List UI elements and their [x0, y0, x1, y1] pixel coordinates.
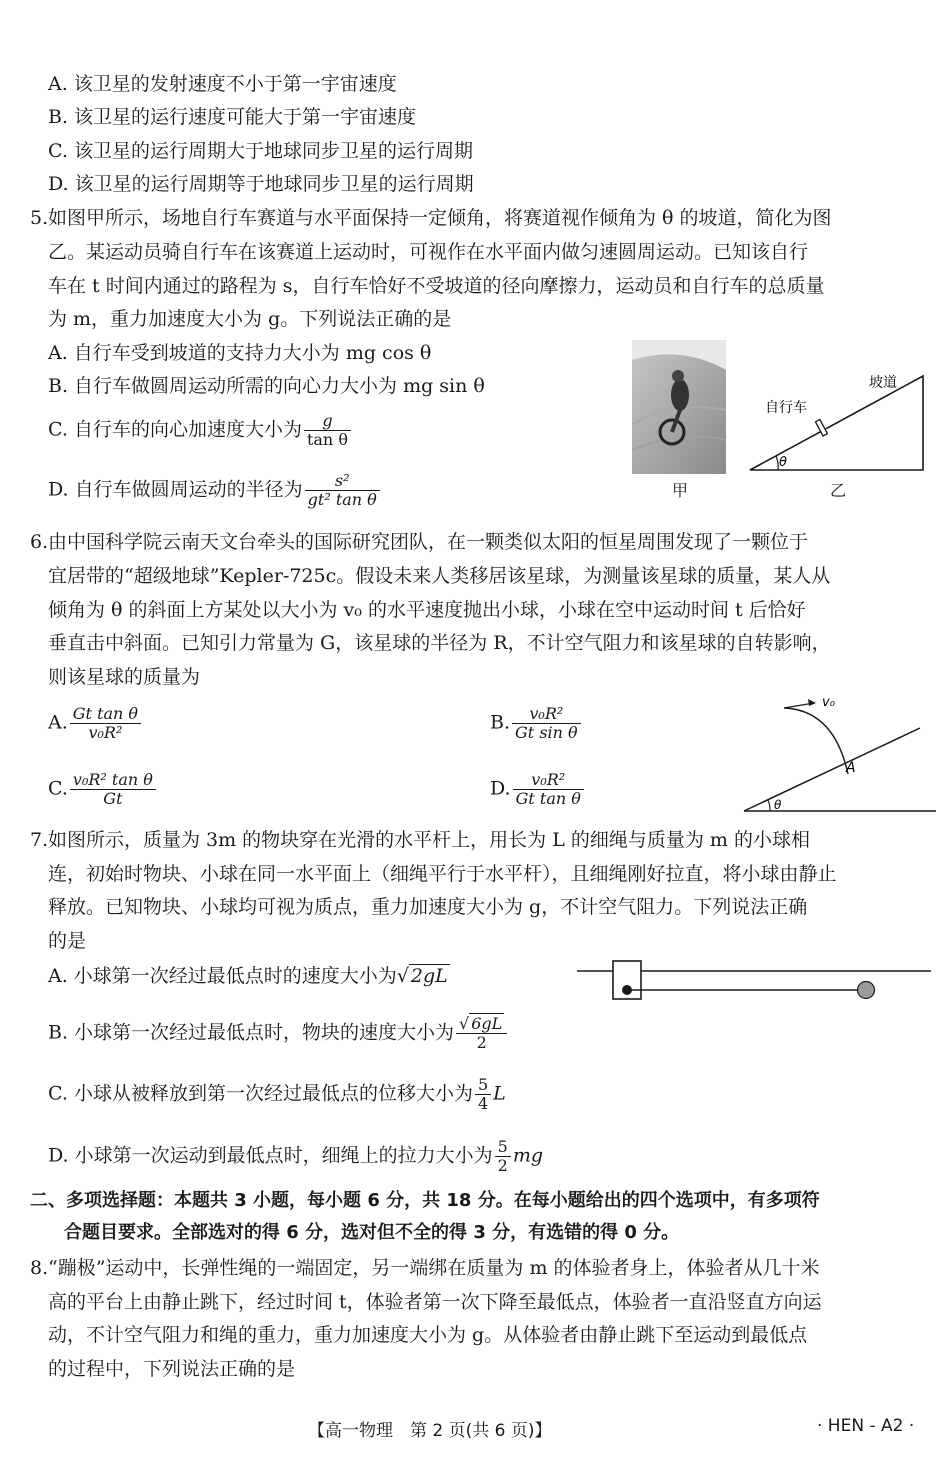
- q6-fig-v0: v₀: [822, 695, 835, 710]
- q7-stem-line-4: 的是: [48, 930, 87, 952]
- page-footer-code: · HEN - A2 ·: [817, 1416, 915, 1436]
- q7-stem-line-2: 连，初始时物块、小球在同一水平面上（细绳平行于水平杆），且细绳刚好拉直，将小球由静止: [48, 863, 837, 885]
- q7-option-a: A. 小球第一次经过最低点时的速度大小为√ 2gL: [48, 965, 448, 987]
- q5-option-c: C. 自行车的向心加速度大小为 $\frac{g}{\text{tan θ}}$: [48, 412, 353, 449]
- q6-number: 6.: [30, 531, 49, 553]
- q4-option-c: C. 该卫星的运行周期大于地球同步卫星的运行周期: [48, 140, 473, 162]
- q6-stem-line-3: 倾角为 θ 的斜面上方某处以大小为 v₀ 的水平速度抛出小球，小球在空中运动时间 t 后恰好: [48, 599, 806, 621]
- q5-d-fraction: $\frac{\text{s²}}{\text{gt² tan θ}}$: [305, 472, 380, 509]
- q8-stem-line-4: 的过程中，下列说法正确的是: [48, 1358, 296, 1380]
- q6-figure-incline: [740, 690, 940, 816]
- section2-heading-line-2: 合题目要求。全部选对的得 6 分，选对但不全的得 3 分，有选错的得 0 分。: [64, 1222, 680, 1243]
- q5-stem-line-1: 5.如图甲所示，场地自行车赛道与水平面保持一定倾角，将赛道视作倾角为 θ 的坡道，简化为图: [30, 204, 832, 232]
- q6-option-b: B. $\frac{\text{v₀R²}}{\text{Gt sin θ}}$: [490, 705, 583, 742]
- q5-figure-slope: [745, 362, 935, 477]
- q7-figure-block-ball: [575, 955, 935, 1005]
- q7-stem-line-3: 释放。已知物块、小球均可视为质点，重力加速度大小为 g，不计空气阻力。下列说法正确: [48, 896, 808, 918]
- q8-stem-line-1: 8.“蹦极”运动中，长弹性绳的一端固定，另一端绑在质量为 m 的体验者身上，体验者从几十米: [30, 1254, 820, 1282]
- q5-fig-bike-label: 自行车: [765, 400, 807, 416]
- q7-ball: [858, 982, 875, 999]
- q4-option-d: D. 该卫星的运行周期等于地球同步卫星的运行周期: [48, 173, 474, 195]
- q5-c-fraction: $\frac{g}{\text{tan θ}}$: [304, 412, 351, 449]
- q5-fig-theta: θ: [779, 455, 787, 470]
- q6-stem-line-5: 则该星球的质量为: [48, 666, 201, 688]
- q6-stem-line-4: 垂直击中斜面。已知引力常量为 G，该星球的半径为 R，不计空气阻力和该星球的自转影响，: [48, 632, 831, 654]
- q4-option-b: B. 该卫星的运行速度可能大于第一宇宙速度: [48, 106, 417, 128]
- q5-fig-slope-label: 坡道: [869, 375, 897, 391]
- section2-heading-line-1: 二、多项选择题：本题共 3 小题，每小题 6 分，共 18 分。在每小题给出的四个选项中，有多项符: [30, 1190, 820, 1211]
- q7-option-d: D. 小球第一次运动到最低点时，细绳上的拉力大小为 $\frac{5}{2}$ mg: [48, 1137, 544, 1175]
- q5-figure-photo-cyclist: [632, 340, 726, 474]
- q7-option-b: B. 小球第一次经过最低点时，物块的速度大小为 $\frac{√ 6gL}{2}$: [48, 1015, 509, 1052]
- q5-figure-label-jia: 甲: [672, 481, 689, 500]
- q5-option-d: D. 自行车做圆周运动的半径为 $\frac{\text{s²}}{\text{gt² tan θ}}$: [48, 472, 382, 509]
- q8-number: 8.: [30, 1257, 49, 1279]
- q7-number: 7.: [30, 829, 49, 851]
- q7-option-c: C. 小球从被释放到第一次经过最低点的位移大小为 $\frac{5}{4}$ L: [48, 1075, 506, 1113]
- q4-option-a: A. 该卫星的发射速度不小于第一宇宙速度: [48, 73, 397, 95]
- q8-stem-line-2: 高的平台上由静止跳下，经过时间 t，体验者第一次下降至最低点，体验者一直沿竖直方向运: [48, 1291, 822, 1313]
- q6-fig-theta: θ: [774, 798, 782, 812]
- q7-stem-line-1: 7.如图所示，质量为 3m 的物块穿在光滑的水平杆上，用长为 L 的细绳与质量为 m 的小球相: [30, 826, 810, 854]
- q5-stem-line-3: 车在 t 时间内通过的路程为 s，自行车恰好不受坡道的径向摩擦力，运动员和自行车的总质量: [48, 275, 825, 297]
- q6-fig-A: A: [846, 760, 856, 776]
- q6-stem-line-1: 6.由中国科学院云南天文台牵头的国际研究团队，在一颗类似太阳的恒星周围发现了一颗位于: [30, 528, 808, 556]
- q5-figure-label-yi: 乙: [830, 481, 847, 500]
- q6-stem-line-2: 宜居带的“超级地球”Kepler-725c。假设未来人类移居该星球，为测量该星球的质量，某人从: [48, 565, 831, 587]
- q8-stem-line-3: 动，不计空气阻力和绳的重力，重力加速度大小为 g。从体验者由静止跳下至运动到最低点: [48, 1324, 808, 1346]
- q5-number: 5.: [30, 207, 49, 229]
- q5-option-b: B. 自行车做圆周运动所需的向心力大小为 mg sin θ: [48, 375, 485, 397]
- q5-option-a: A. 自行车受到坡道的支持力大小为 mg cos θ: [48, 342, 432, 364]
- q6-option-c: C. $\frac{\text{v₀R² tan θ}}{Gt}$: [48, 771, 158, 808]
- q6-option-d: D. $\frac{\text{v₀R²}}{\text{Gt tan θ}}$: [490, 771, 586, 808]
- q5-stem-line-2: 乙。某运动员骑自行车在该赛道上运动时，可视作在水平面内做匀速圆周运动。已知该自行: [48, 241, 809, 263]
- page-footer-title: 【高一物理 第 2 页(共 6 页)】: [308, 1421, 552, 1441]
- q5-stem-line-4: 为 m，重力加速度大小为 g。下列说法正确的是: [48, 308, 452, 330]
- q6-option-a: A. $\frac{\text{Gt tan θ}}{\text{v₀R²}}$: [48, 705, 143, 742]
